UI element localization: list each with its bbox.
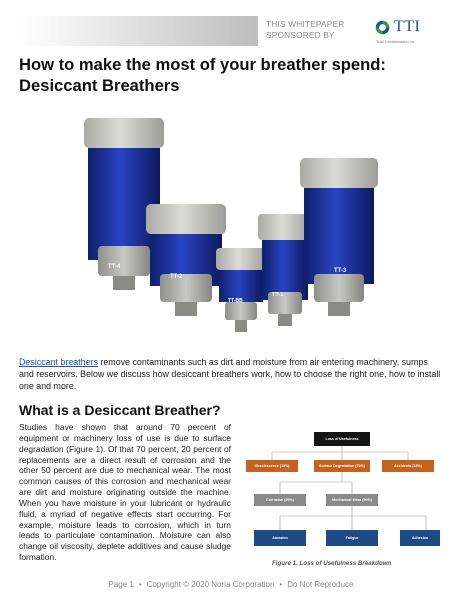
breather-tt-3 — [300, 158, 378, 316]
sponsor-bar — [20, 16, 258, 46]
page-title — [19, 54, 449, 96]
footer-copyright: Copyright © 2020 Noria Corporation — [146, 580, 275, 589]
footer-separator-2: • — [279, 580, 283, 589]
footer-separator-1: • — [138, 580, 142, 589]
title-line-1: How to make the most of your breather spend: — [19, 55, 386, 74]
page-footer — [0, 580, 462, 589]
hero-label-tt-3: TT-3 — [334, 268, 347, 274]
breather-tt-1 — [258, 214, 312, 326]
diagram-node-corrosion: Corrosion (20%) — [254, 494, 306, 506]
diagram-node-mechanical-wear: Mechanical Wear (50%) — [326, 494, 378, 506]
breathers-photo — [58, 106, 404, 346]
hero-label-tt-2: TT-2 — [170, 274, 183, 280]
logo-tagline: Total Transformation Inc — [376, 40, 415, 44]
tti-logo-icon — [374, 19, 391, 36]
breather-tt-2 — [146, 204, 226, 316]
diagram-node-obsolescence: Obsolescence (15%) — [246, 460, 298, 472]
footer-page-number: Page 1 — [108, 580, 134, 589]
title-line-2: Desiccant Breathers — [19, 76, 180, 95]
diagram-node-surface-degradation: Surface Degradation (70%) — [314, 460, 370, 472]
intro-text: remove contaminants such as dirt and moisture from air entering machinery, sumps and reservoirs. Below we discuss how desiccant breathers work, how to choose the right one, how to install one and more. — [19, 357, 441, 392]
diagram-node-fatigue: Fatigue — [326, 530, 378, 546]
hero-label-tt-4: TT-4 — [108, 264, 121, 270]
figure-caption: Figure 1. Loss of Usefulness Breakdown — [272, 560, 392, 567]
hero-label-tt-bb: TT-BB — [228, 298, 243, 304]
diagram-node-root: Loss of Usefulness — [314, 432, 370, 446]
logo-wordmark: TTI — [394, 18, 421, 35]
sponsor-label — [266, 19, 356, 41]
sponsor-line-1: THIS WHITEPAPER — [266, 19, 345, 29]
section-heading: What is a Desiccant Breather? — [19, 402, 221, 418]
sponsor-line-2: SPONSORED BY — [266, 30, 335, 40]
tti-logo[interactable] — [374, 18, 444, 48]
body-paragraph: Studies have shown that around 70 percent of equipment or machinery loss of use is due to surface degradation (Figure 1). Of that 70 percent, 20 percent of replacements are a direct result of corrosion and the other 50 percent are due to mechanical wear. The most common causes of this corrosion and mechanical wear are dirt and moisture originating outside the machine. When you have moisture in your lubricant or hydraulic fluid, a myriad of negative effects start occurring. For example, moisture leads to corrosion, which in turn leads to particulate contamination. Moisture can also change oil viscosity, deplete additives and cause sludge formation. — [19, 422, 231, 563]
diagram-node-adhesion: Adhesion — [400, 530, 440, 546]
footer-notice: Do Not Reproduce — [287, 580, 354, 589]
diagram-node-accidents: Accidents (15%) — [382, 460, 434, 472]
diagram-node-abrasion: Abrasion — [254, 530, 306, 546]
desiccant-breathers-link[interactable]: Desiccant breathers — [19, 357, 98, 367]
intro-paragraph — [19, 356, 445, 393]
loss-of-usefulness-diagram — [240, 424, 444, 572]
hero-label-tt-1: TT-1 — [272, 292, 284, 298]
breather-tt-bb — [216, 248, 266, 332]
